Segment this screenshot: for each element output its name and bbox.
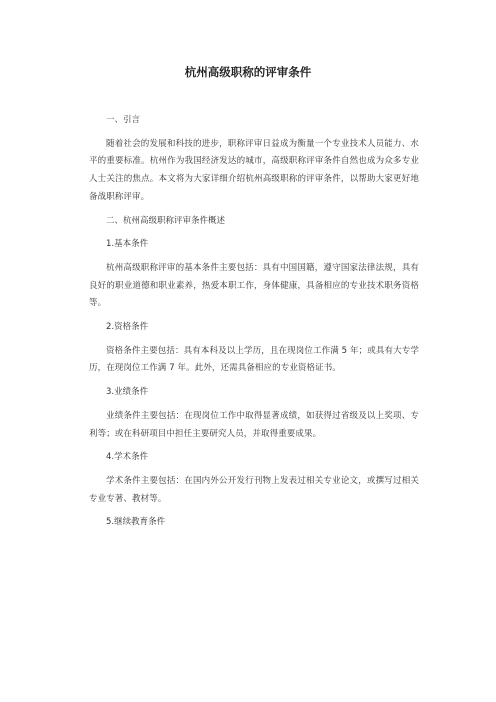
subheading-academic-conditions: 4.学术条件: [106, 452, 149, 463]
section-heading-overview: 二、杭州高级职称评审条件概述: [106, 215, 226, 226]
subheading-basic-conditions: 1.基本条件: [106, 239, 149, 250]
document-title: 杭州高级职称的评审条件: [184, 65, 312, 79]
paragraph-qualification-conditions: 资格条件主要包括：具有本科及以上学历，且在现岗位工作满 5 年；或具有大专学历，在现岗位工作满 7 年。此外，还需具备相应的专业资格证书。: [89, 345, 419, 374]
paragraph-introduction: 随着社会的发展和科技的进步，职称评审日益成为衡量一个专业技术人员能力、水平的重要标准。杭州作为我国经济发达的城市，高级职称评审条件自然也成为众多专业人士关注的焦点。本文将为大家详细介绍杭州高级职称的评审条件，以帮助大家更好地备战职称评审。: [89, 138, 419, 202]
subheading-qualification-conditions: 2.资格条件: [106, 322, 149, 333]
paragraph-academic-conditions: 学术条件主要包括：在国内外公开发行刊物上发表过相关专业论文，或撰写过相关专业专著、教材等。: [89, 475, 419, 504]
paragraph-performance-conditions: 业绩条件主要包括：在现岗位工作中取得显著成绩，如获得过省级及以上奖项、专利等；或在科研项目中担任主要研究人员，并取得重要成果。: [89, 410, 419, 439]
subheading-performance-conditions: 3.业绩条件: [106, 387, 149, 398]
document-body: [89, 112, 419, 538]
paragraph-basic-conditions: 杭州高级职称评审的基本条件主要包括：具有中国国籍，遵守国家法律法规，具有良好的职业道德和职业素养，热爱本职工作，身体健康，具备相应的专业技术职务资格等。: [89, 262, 419, 309]
subheading-continuing-education: 5.继续教育条件: [106, 517, 166, 528]
section-heading-introduction: 一、引言: [106, 115, 141, 125]
